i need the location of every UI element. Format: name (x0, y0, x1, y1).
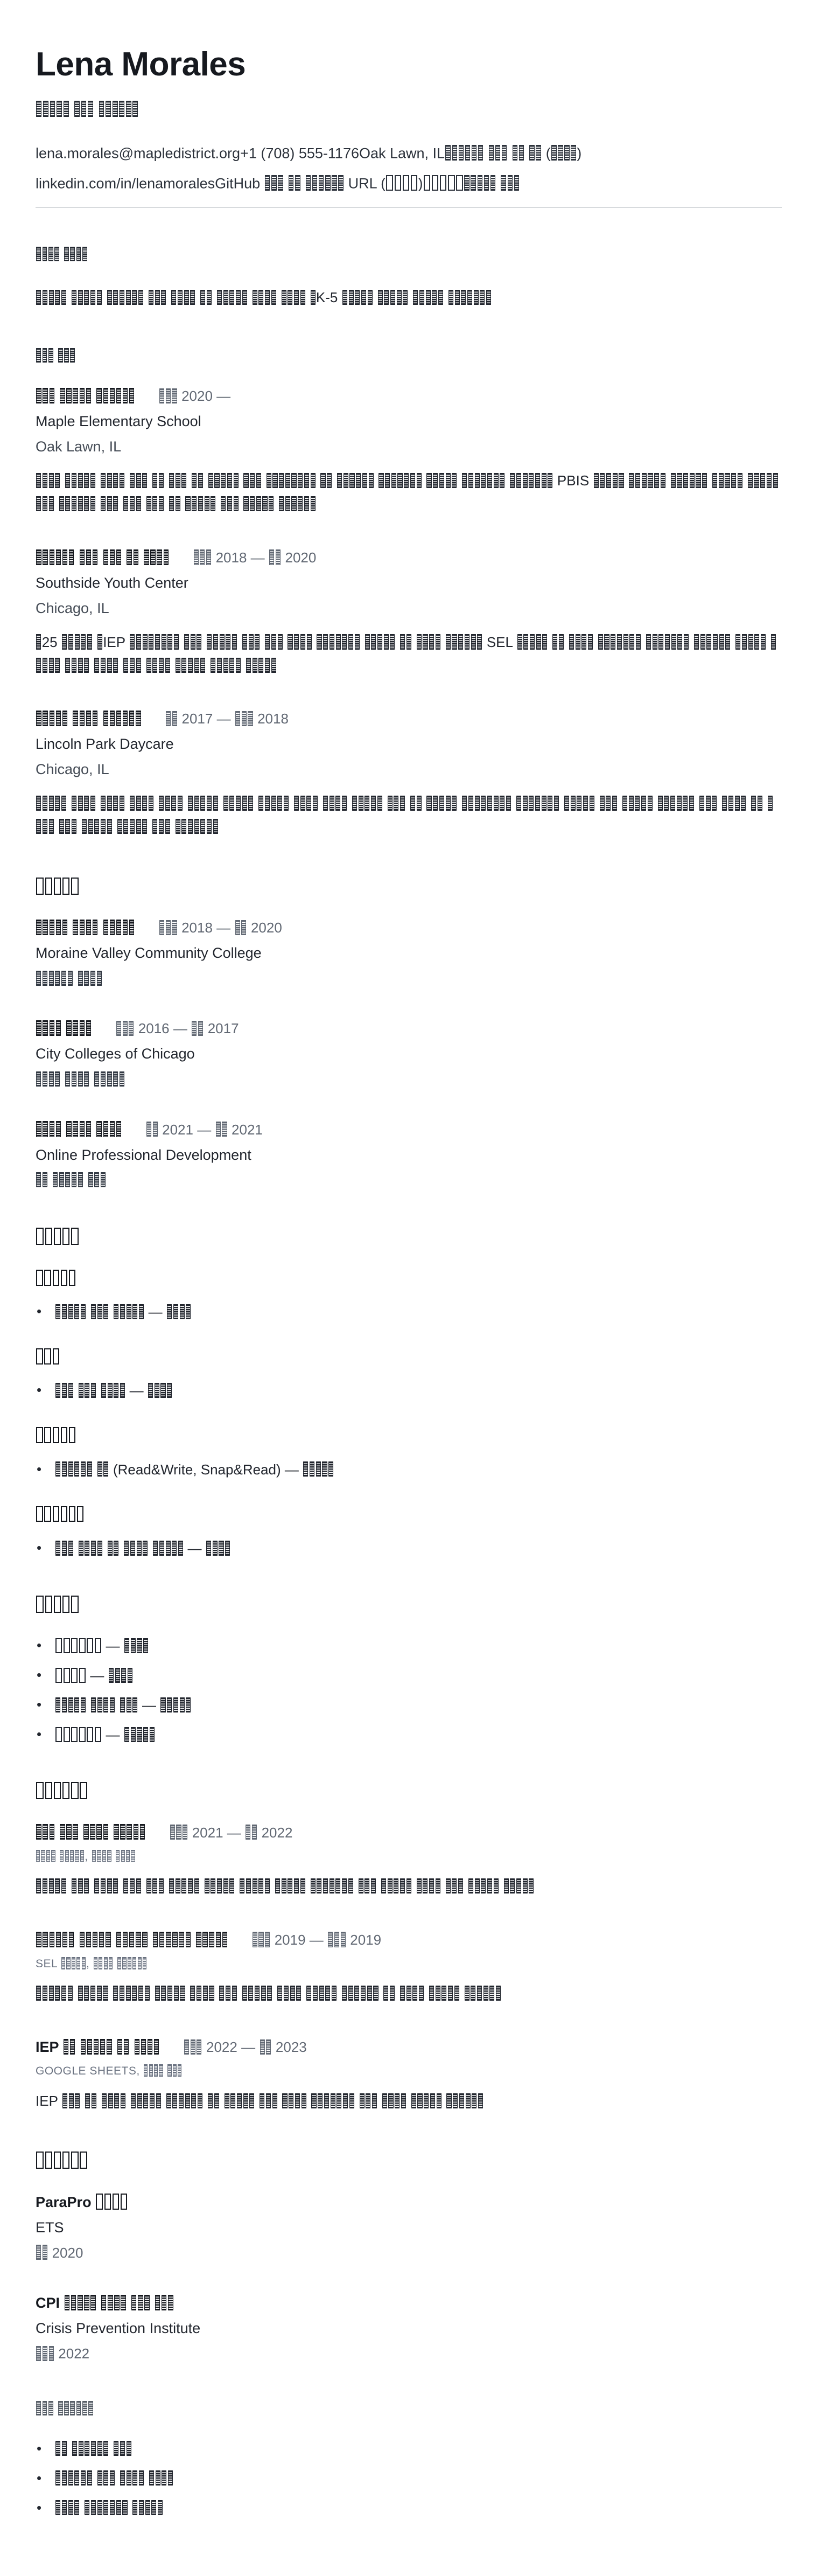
job-dates: 2017 — 2018 (165, 711, 289, 727)
experience-entry (36, 549, 782, 678)
job-location: Chicago, IL (36, 600, 109, 616)
job-dates: 2018 — 2020 (193, 549, 316, 566)
job-company: Southside Youth Center (36, 574, 188, 591)
project-dates: 2019 — 2019 (251, 1932, 381, 1948)
degree-row (36, 1020, 782, 1037)
degree-row (36, 1121, 782, 1138)
project-title-row (36, 2039, 782, 2056)
contact-line-2: linkedin.com/in/lenamoralesGitHub URL ( ) (36, 175, 782, 192)
section-education (36, 878, 782, 1189)
interest-item (36, 2470, 782, 2487)
school-name: City Colleges of Chicago (36, 1046, 195, 1062)
skill-item: • — (36, 1540, 782, 1557)
job-company: Maple Elementary School (36, 413, 201, 430)
project-title (36, 1932, 228, 1948)
skill-category (36, 1270, 782, 1320)
summary-text: K-5 (36, 286, 779, 309)
job-description: PBIS (36, 469, 779, 516)
project-title (36, 1825, 145, 1841)
experience-entry (36, 711, 782, 839)
section-skills (36, 1228, 782, 1557)
job-title-row (36, 549, 782, 566)
language-item: • — (36, 1667, 782, 1684)
certification-entry (36, 2295, 782, 2362)
degree-title (36, 1020, 92, 1036)
certifications-heading (36, 2152, 782, 2170)
experience-entry (36, 388, 782, 516)
skill-category-name (36, 1506, 782, 1523)
skill-list (36, 1304, 782, 1320)
certification-entry (36, 2194, 782, 2261)
interests-heading (36, 2401, 782, 2417)
education-note (36, 1071, 782, 1088)
certification-name-row (36, 2194, 782, 2210)
skill-list (36, 1540, 782, 1557)
interest-item (36, 2441, 782, 2457)
skill-item: • (Read&Write, Snap&Read) — (36, 1461, 782, 1478)
project-description (36, 1982, 779, 2006)
project-title-row (36, 1932, 782, 1948)
education-dates: 2018 — 2020 (159, 920, 282, 936)
project-entry (36, 1824, 782, 1898)
project-description (36, 1875, 779, 1898)
skill-list (36, 1382, 782, 1399)
candidate-title (36, 101, 782, 118)
candidate-name: Lena Morales (36, 46, 246, 83)
job-title (36, 388, 135, 404)
project-description: IEP (36, 2090, 779, 2113)
contact-line-1: lena.morales@mapledistrict.org+1 (708) 555-1176Oak Lawn, IL ( ) (36, 145, 582, 162)
job-title (36, 711, 142, 727)
project-entry (36, 1932, 782, 2006)
skill-list (36, 1461, 782, 1478)
project-dates: 2022 — 2023 (184, 2039, 307, 2055)
job-location: Oak Lawn, IL (36, 438, 122, 455)
job-dates: 2020 — (159, 388, 230, 404)
language-item: • — (36, 1638, 782, 1654)
certification-issuer: ETS (36, 2219, 64, 2236)
language-item: • — (36, 1726, 782, 1743)
education-note (36, 970, 782, 987)
degree-title (36, 1122, 122, 1138)
skills-heading (36, 1228, 782, 1246)
certification-name: ParaPro (36, 2194, 128, 2210)
education-heading (36, 878, 782, 896)
job-title (36, 549, 169, 566)
skill-item: • — (36, 1304, 782, 1320)
project-tech: SEL , (36, 1957, 782, 1971)
skill-item: • — (36, 1382, 782, 1399)
skill-category (36, 1427, 782, 1478)
degree-title (36, 920, 135, 936)
job-description (36, 792, 779, 838)
certification-issuer: Crisis Prevention Institute (36, 2320, 201, 2336)
education-dates: 2021 — 2021 (146, 1122, 263, 1138)
certification-name-row (36, 2295, 782, 2312)
project-title-row (36, 1824, 782, 1841)
education-note (36, 1172, 782, 1189)
skill-category-name (36, 1427, 782, 1444)
section-projects (36, 1782, 782, 2113)
job-company: Lincoln Park Daycare (36, 736, 174, 753)
language-item: • — (36, 1697, 782, 1714)
job-location: Chicago, IL (36, 761, 109, 778)
degree-row (36, 920, 782, 936)
language-list (36, 1638, 782, 1743)
projects-heading (36, 1782, 782, 1800)
job-description: 25 IEP SEL (36, 631, 779, 677)
education-dates: 2016 — 2017 (116, 1020, 239, 1036)
resume-header (36, 45, 782, 208)
interests-list (36, 2441, 782, 2517)
interest-item (36, 2500, 782, 2517)
skill-category-name (36, 1348, 782, 1365)
education-entry (36, 920, 782, 987)
certification-date: 2020 (36, 2245, 782, 2261)
project-dates: 2021 — 2022 (169, 1825, 292, 1841)
school-name: Moraine Valley Community College (36, 945, 262, 962)
header-divider (36, 207, 782, 208)
project-entry (36, 2039, 782, 2113)
education-entry (36, 1020, 782, 1088)
skill-category-name (36, 1270, 782, 1286)
skill-category (36, 1348, 782, 1399)
summary-heading (36, 247, 782, 263)
job-title-row (36, 711, 782, 727)
section-experience (36, 348, 782, 838)
project-title: IEP (36, 2039, 160, 2055)
project-tech: , (36, 1850, 782, 1863)
school-name: Online Professional Development (36, 1146, 251, 1163)
section-summary (36, 247, 782, 310)
job-title-row (36, 388, 782, 405)
experience-heading (36, 348, 782, 364)
section-certifications (36, 2152, 782, 2362)
languages-heading (36, 1596, 782, 1614)
section-interests (36, 2401, 782, 2517)
project-tech: GOOGLE SHEETS, (36, 2064, 782, 2078)
certification-name: CPI (36, 2295, 174, 2311)
certification-date: 2022 (36, 2345, 782, 2362)
section-languages (36, 1596, 782, 1743)
education-entry (36, 1121, 782, 1188)
skill-category (36, 1506, 782, 1557)
